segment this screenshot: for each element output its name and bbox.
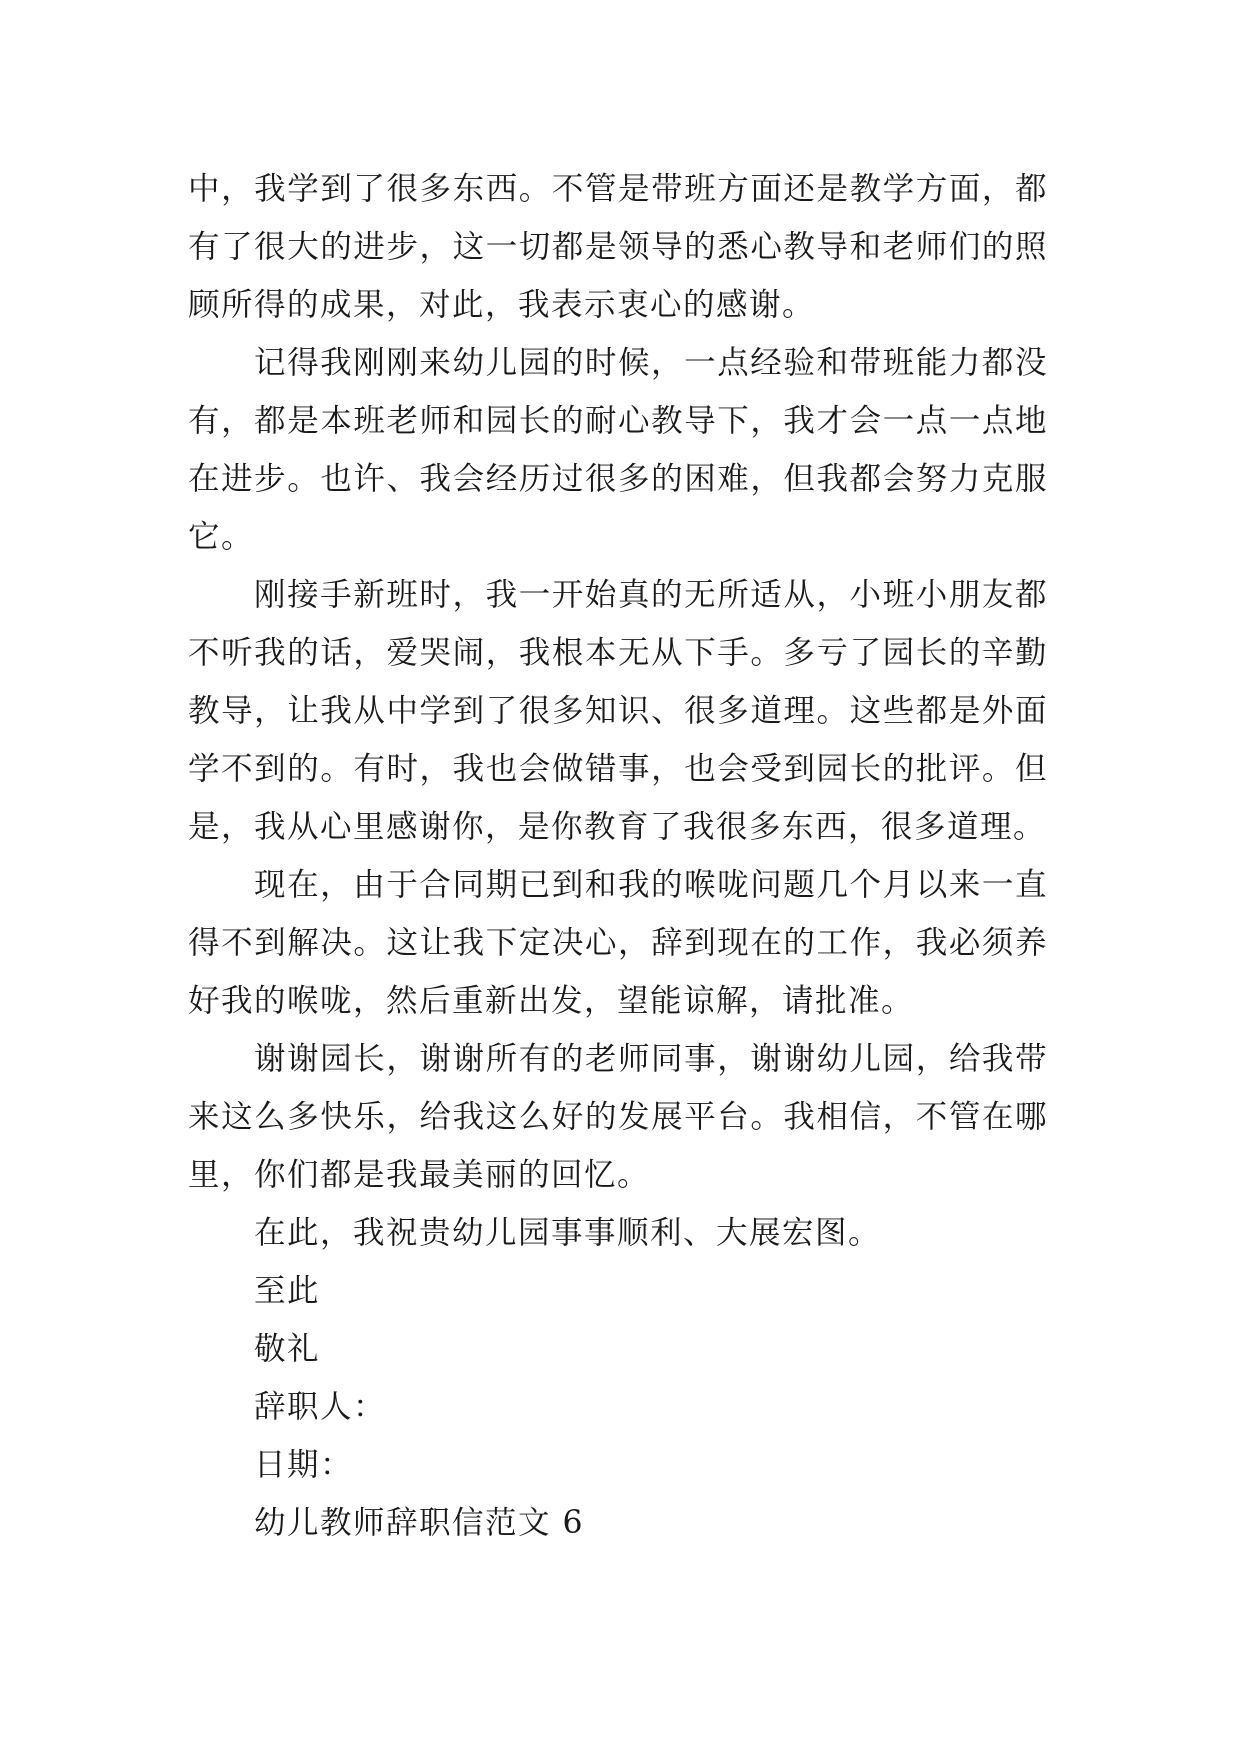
paragraph-thanks: 谢谢园长，谢谢所有的老师同事，谢谢幼儿园，给我带来这么多快乐，给我这么好的发展平台。我相信，不管在哪里，你们都是我最美丽的回忆。 [188,1041,1048,1193]
next-section-heading: 幼儿教师辞职信范文 6 [254,1505,585,1541]
paragraph-resignation-reason: 现在，由于合同期已到和我的喉咙问题几个月以来一直得不到解决。这让我下定决心，辞到现在的工作，我必须养好我的喉咙，然后重新出发，望能谅解，请批准。 [188,867,1048,1019]
paragraph-first-arrival: 记得我刚刚来幼儿园的时候，一点经验和带班能力都没有，都是本班老师和园长的耐心教导下，我才会一点一点地在进步。也许、我会经历过很多的困难，但我都会努力克服它。 [188,345,1048,555]
paragraph-new-class: 刚接手新班时，我一开始真的无所适从，小班小朋友都不听我的话，爱哭闹，我根本无从下手。多亏了园长的辛勤教导，让我从中学到了很多知识、很多道理。这些都是外面学不到的。有时，我也会做错事，也会受到园长的批评。但是，我从心里感谢你，是你教育了我很多东西，很多道理。 [188,577,1048,845]
date-label: 日期： [254,1447,354,1483]
closing-jingli: 敬礼 [254,1331,321,1367]
closing-wish: 在此，我祝贵幼儿园事事顺利、大展宏图。 [254,1215,882,1251]
signature-label: 辞职人： [254,1389,387,1425]
document-body [188,160,1048,1552]
paragraph-continuation: 中，我学到了很多东西。不管是带班方面还是教学方面，都有了很大的进步，这一切都是领导的悉心教导和老师们的照顾所得的成果，对此，我表示衷心的感谢。 [188,171,1048,323]
closing-zhici: 至此 [254,1273,321,1309]
